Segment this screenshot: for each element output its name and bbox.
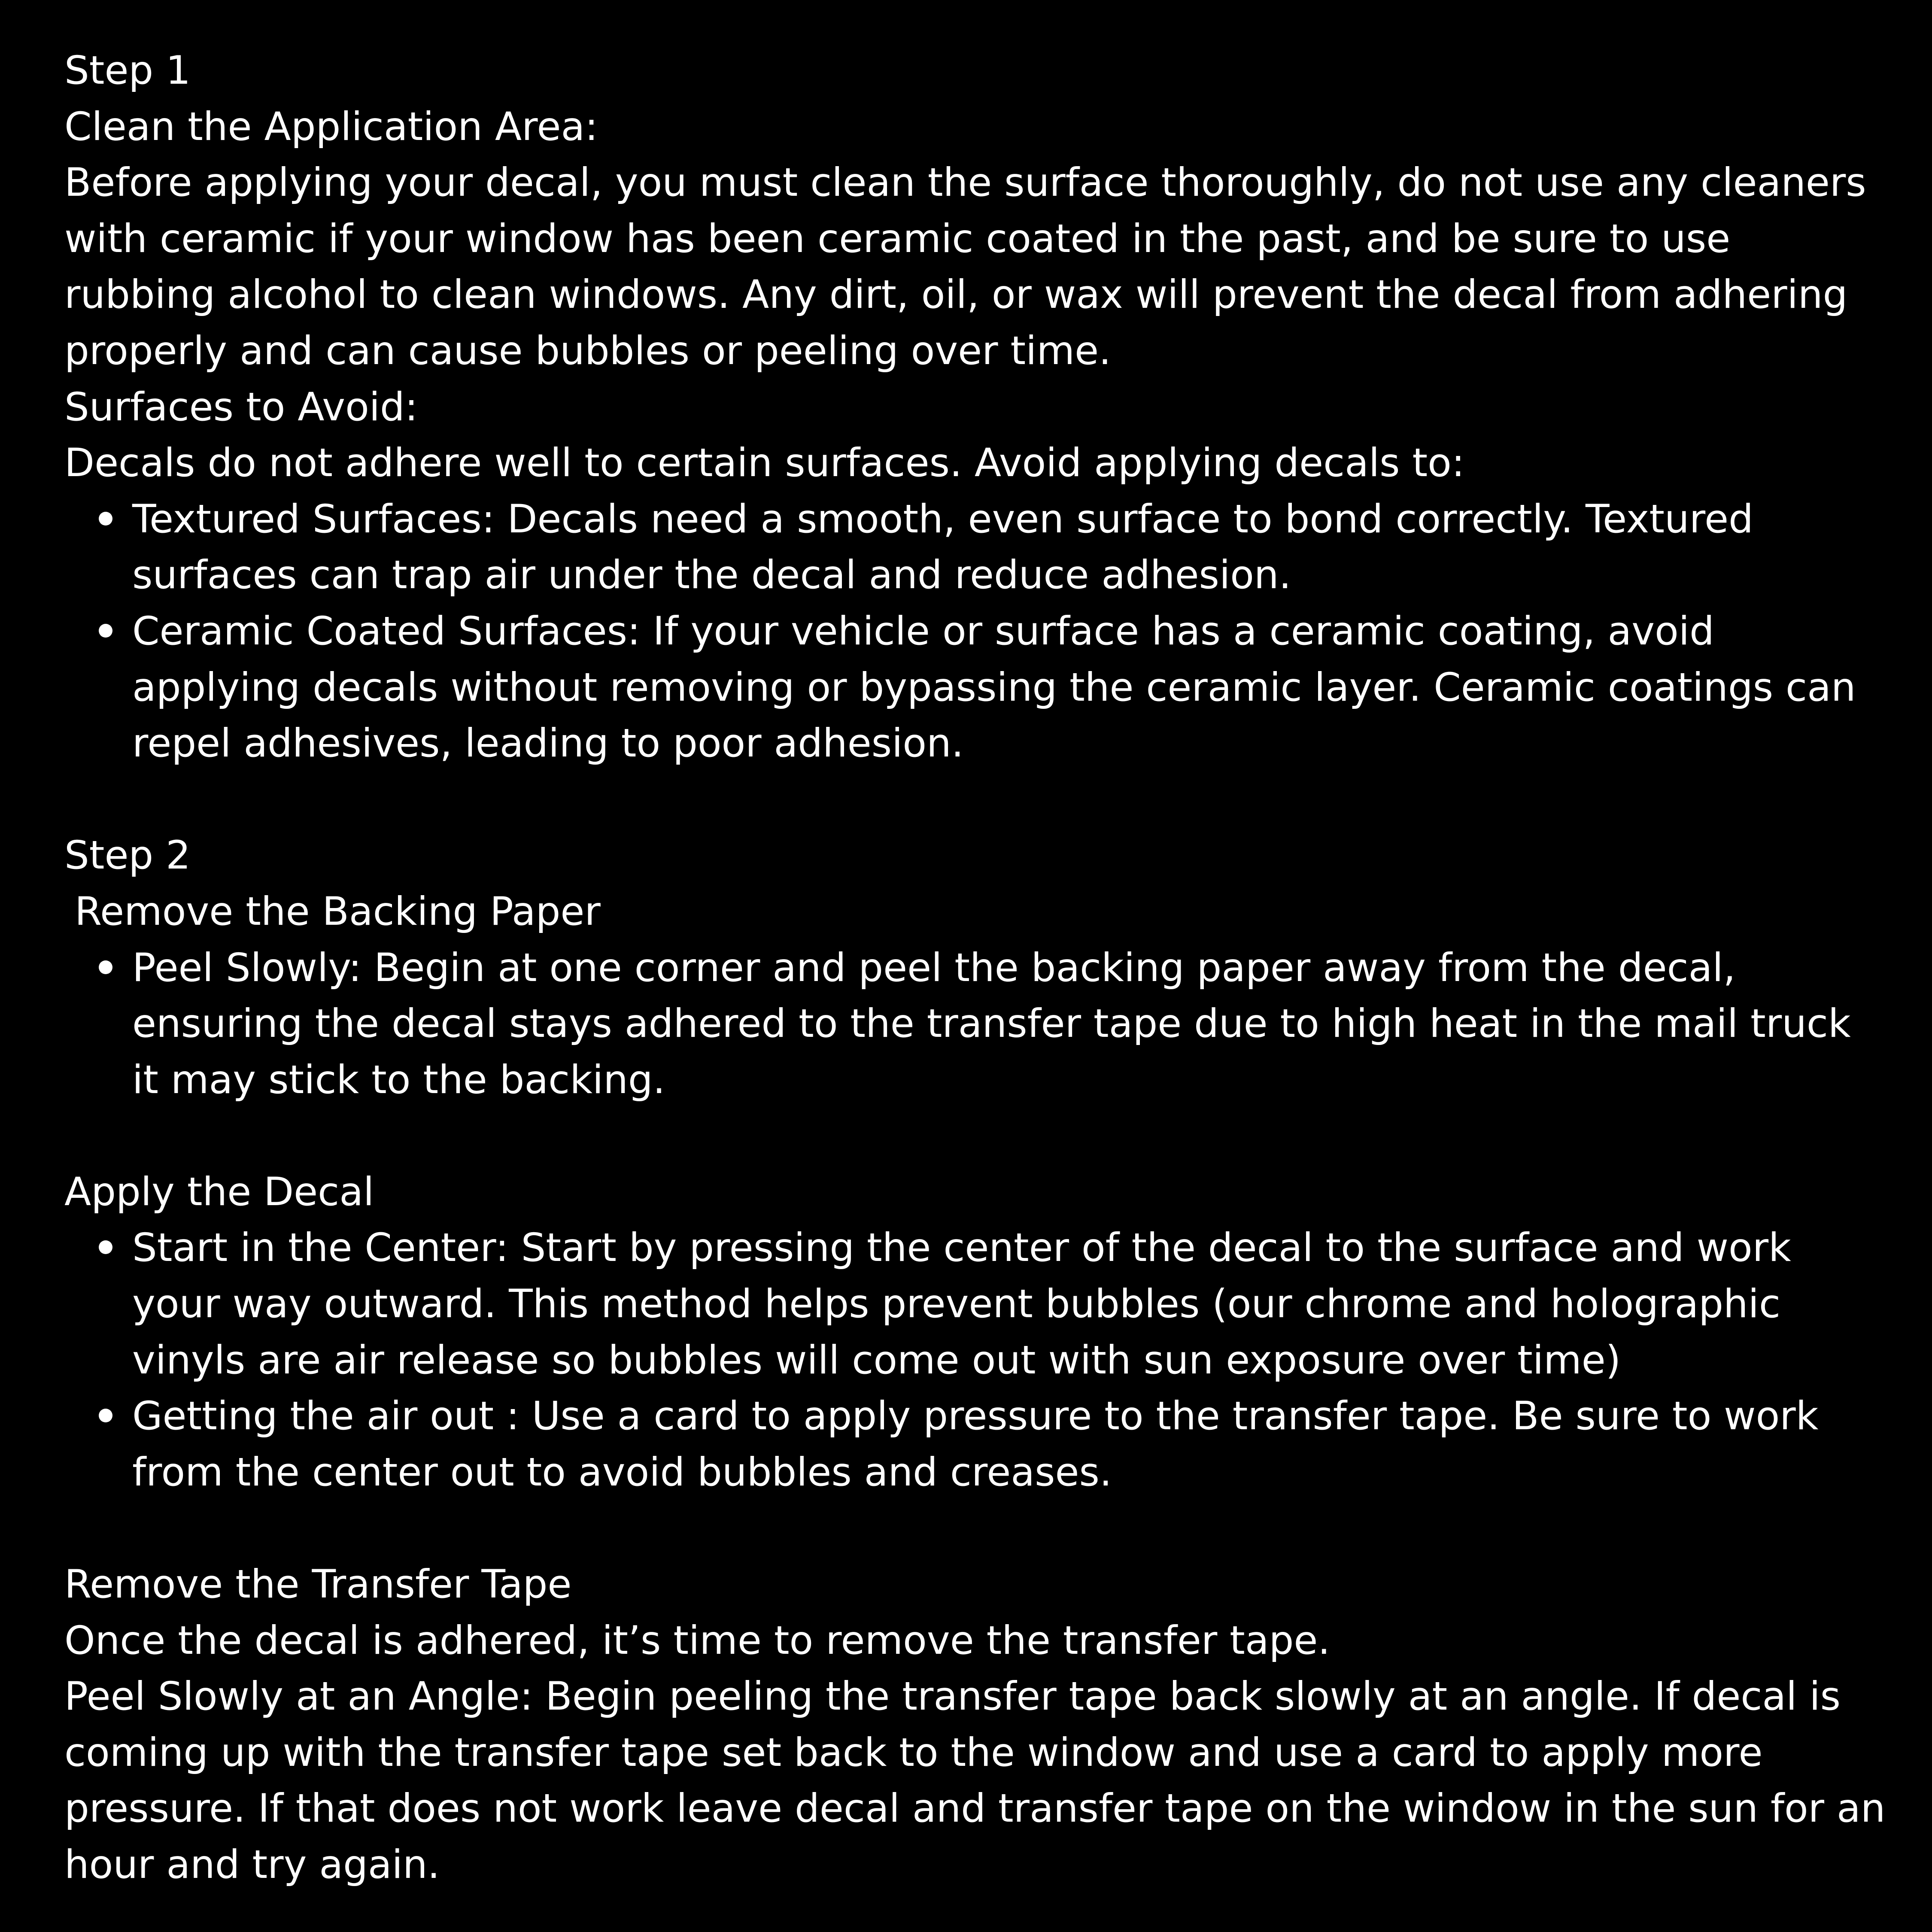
list-item-text: Getting the air out : Use a card to apply pressure to the transfer tape. Be sure to work from the center out to avoid bubbles and creases. [132,1394,1819,1495]
step1-heading: Step 1 [64,48,191,93]
list-item-text: Textured Surfaces: Decals need a smooth, even surface to bond correctly. Textured surfaces can trap air under the decal and reduce adhesion. [132,496,1753,598]
section-spacer [64,1501,1889,1557]
list-item [64,940,1889,1109]
step1-title: Clean the Application Area: [64,104,598,149]
list-item [64,1220,1889,1388]
list-item [64,492,1889,604]
list-item-text: Start in the Center: Start by pressing the center of the decal to the surface and work your way outward. This method helps prevent bubbles (our chrome and holographic vinyls are air release so bubbles will come out with sun exposure over time) [132,1225,1791,1383]
surfaces-avoid-intro: Decals do not adhere well to certain surfaces. Avoid applying decals to: [64,440,1465,486]
remove-tape-intro: Once the decal is adhered, it’s time to remove the transfer tape. [64,1618,1331,1663]
step1-paragraph: Before applying your decal, you must clean the surface thoroughly, do not use any cleaners with ceramic if your window has been ceramic coated in the past, and be sure to use rubbing alcohol to clean windows. Any dirt, oil, or wax will prevent the decal from adhering properly and can cause bubbles or peeling over time. [64,160,1879,374]
step2-list [64,940,1889,1109]
section-spacer [64,772,1889,828]
remove-tape-title: Remove the Transfer Tape [64,1562,572,1607]
step2-heading: Step 2 [64,833,191,878]
remove-tape-paragraph: Peel Slowly at an Angle: Begin peeling the transfer tape back slowly at an angle. If decal is coming up with the transfer tape set back to the window and use a card to apply more pressure. If that does not work leave decal and transfer tape on the window in the sun for an hour and try again. [64,1674,1898,1887]
list-item [64,604,1889,772]
bullet-icon [99,960,112,974]
bullet-icon [99,512,112,526]
apply-title: Apply the Decal [64,1169,374,1215]
list-item-text: Ceramic Coated Surfaces: If your vehicle or surface has a ceramic coating, avoid applying decals without removing or bypassing the ceramic layer. Ceramic coatings can repel adhesives, leading to poor adhesion. [132,608,1856,766]
list-item-text: Peel Slowly: Begin at one corner and peel the backing paper away from the decal, ensuring the decal stays adhered to the transfer tape due to high heat in the mail truck it may stick to the backing. [132,945,1851,1103]
section-spacer [64,1108,1889,1164]
list-item [64,1388,1889,1501]
bullet-icon [99,1240,112,1254]
step2-title: Remove the Backing Paper [75,889,601,934]
bullet-icon [99,1409,112,1422]
bullet-icon [99,624,112,638]
apply-list [64,1220,1889,1501]
surfaces-avoid-title: Surfaces to Avoid: [64,384,418,430]
instructions-document [64,43,1898,1893]
surfaces-avoid-list [64,492,1889,772]
